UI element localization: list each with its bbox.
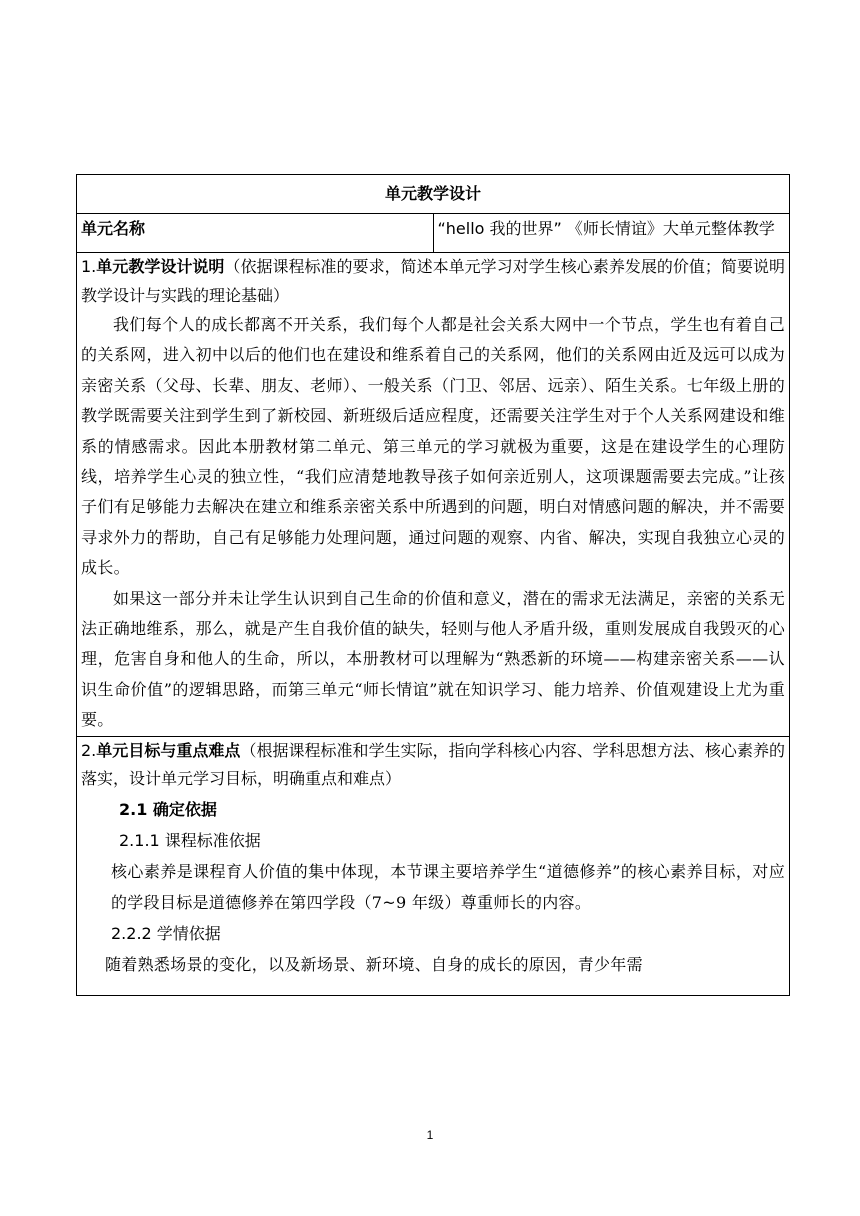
section-1-number: 1.: [81, 257, 97, 276]
section-2-title: 单元目标与重点难点: [96, 740, 241, 760]
section-1-heading: [81, 253, 785, 310]
unit-design-table: [76, 174, 790, 996]
unit-name-label: 单元名称: [77, 214, 434, 253]
section-1-paragraph: 我们每个人的成长都离不开关系，我们每个人都是社会关系大网中一个节点，学生也有着自己的关系网，进入初中以后的他们也在建设和维系着自己的关系网，他们的关系网由近及远可以成为亲密关系（父母、长辈、朋友、老师）、一般关系（门卫、邻居、远亲）、陌生关系。七年级上册的教学既需要关注到学生到了新校园、新班级后适应程度，还需要关注学生对于个人关系网建设和维系的情感需求。因此本册教材第二单元、第三单元的学习就极为重要，这是在建设学生的心理防线，培养学生心灵的独立性，“我们应清楚地教导孩子如何亲近别人，这项课题需要去完成。”让孩子们有足够能力去解决在建立和维系亲密关系中所遇到的问题，明白对情感问题的解决，并不需要寻求外力的帮助，自己有足够能力处理问题，通过问题的观察、内省、解决，实现自我独立心灵的成长。: [81, 315, 785, 578]
learner-heading: 2.2.2 学情依据: [111, 923, 221, 943]
section-2-heading: [81, 737, 785, 794]
section-2-number: 2.: [81, 740, 97, 760]
subsubsection-heading: 2.1.1 课程标准依据: [119, 830, 261, 850]
section-2-cell: [77, 736, 790, 995]
section-1-title: 单元教学设计说明: [96, 257, 225, 276]
section-1-cell: [77, 253, 790, 737]
section-2-note: （根据课程标准和学生实际，指向学科核心内容、学科思想方法、核心素养的落实，设计单元学习目标，明确重点和难点）: [81, 740, 785, 789]
subsection-heading: 2.1 确定依据: [119, 799, 217, 819]
table-title: 单元教学设计: [77, 175, 790, 214]
section-1-paragraph: 如果这一部分并未让学生认识到自己生命的价值和意义，潜在的需求无法满足，亲密的关系无法正确地维系，那么，就是产生自我价值的缺失，轻则与他人矛盾升级，重则发展成自我毁灭的心理，危害自身和他人的生命，所以，本册教材可以理解为“熟悉新的环境——构建亲密关系——认识生命价值”的逻辑思路，而第三单元“师长情谊”就在知识学习、能力培养、价值观建设上尤为重要。: [81, 588, 785, 730]
curriculum-paragraph: 核心素养是课程育人价值的集中体现，本节课主要培养学生“道德修养”的核心素养目标，对应的学段目标是道德修养在第四学段（7~9 年级）尊重师长的内容。: [111, 861, 785, 912]
unit-name-value: “hello 我的世界” 《师长情谊》大单元整体教学: [433, 214, 790, 253]
section-1-note: （依据课程标准的要求，简述本单元学习对学生核心素养发展的价值；简要说明教学设计与实践的理论基础）: [81, 257, 785, 305]
learner-paragraph: 随着熟悉场景的变化，以及新场景、新环境、自身的成长的原因，青少年需: [105, 954, 643, 974]
page-number: 1: [426, 1128, 434, 1142]
